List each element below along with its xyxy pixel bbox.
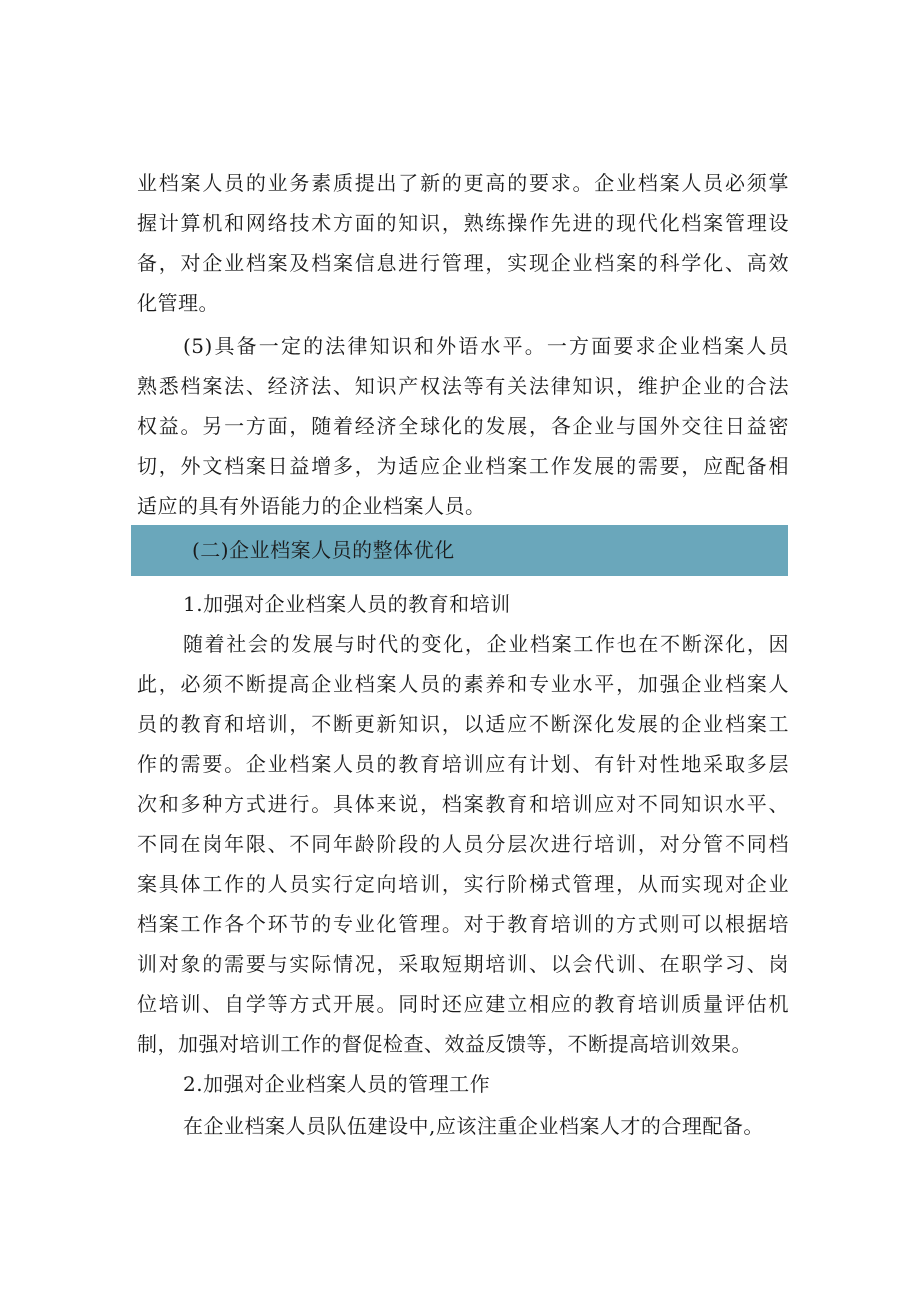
paragraph-4 bbox=[137, 1106, 789, 1146]
text-line: 随着社会的发展与时代的变化，企业档案工作也在不断深化，因 bbox=[183, 632, 789, 656]
text-line: 切，外文档案日益增多，为适应企业档案工作发展的需要，应配备相 bbox=[137, 454, 789, 478]
paragraph-2 bbox=[137, 326, 789, 526]
text-line: 权益。另一方面，随着经济全球化的发展，各企业与国外交往日益密 bbox=[137, 414, 789, 438]
text-line: 训对象的需要与实际情况，采取短期培训、以会代训、在职学习、岗 bbox=[137, 952, 789, 976]
text-line: 次和多种方式进行。具体来说，档案教育和培训应对不同知识水平、 bbox=[137, 792, 789, 816]
text-line: 备，对企业档案及档案信息进行管理，实现企业档案的科学化、高效 bbox=[137, 251, 789, 275]
text-line: 业档案人员的业务素质提出了新的更高的要求。企业档案人员必须掌 bbox=[137, 171, 789, 195]
text-line: 在企业档案人员队伍建设中,应该注重企业档案人才的合理配备。 bbox=[183, 1114, 764, 1138]
text-line: 适应的具有外语能力的企业档案人员。 bbox=[137, 494, 486, 518]
section-heading: (二)企业档案人员的整体优化 bbox=[192, 538, 455, 562]
text-line: 案具体工作的人员实行定向培训，实行阶梯式管理，从而实现对企业 bbox=[137, 872, 789, 896]
text-line: 熟悉档案法、经济法、知识产权法等有关法律知识，维护企业的合法 bbox=[137, 374, 789, 398]
text-line: 档案工作各个环节的专业化管理。对于教育培训的方式则可以根据培 bbox=[137, 912, 789, 936]
text-line: 制，加强对培训工作的督促检查、效益反馈等，不断提高培训效果。 bbox=[137, 1032, 752, 1056]
text-line: 位培训、自学等方式开展。同时还应建立相应的教育培训质量评估机 bbox=[137, 992, 789, 1016]
subheading-1: 1.加强对企业档案人员的教育和培训 bbox=[183, 592, 511, 616]
text-line: (5)具备一定的法律知识和外语水平。一方面要求企业档案人员 bbox=[183, 334, 789, 358]
text-line: 此，必须不断提高企业档案人员的素养和专业水平，加强企业档案人 bbox=[137, 672, 789, 696]
text-line: 不同在岗年限、不同年龄阶段的人员分层次进行培训，对分管不同档 bbox=[137, 832, 789, 856]
subheading-2: 2.加强对企业档案人员的管理工作 bbox=[183, 1072, 491, 1096]
paragraph-3 bbox=[137, 624, 789, 1064]
text-line: 化管理。 bbox=[137, 291, 219, 315]
paragraph-1 bbox=[137, 163, 789, 323]
text-line: 员的教育和培训，不断更新知识，以适应不断深化发展的企业档案工 bbox=[137, 712, 789, 736]
text-line: 握计算机和网络技术方面的知识，熟练操作先进的现代化档案管理设 bbox=[137, 211, 789, 235]
text-line: 作的需要。企业档案人员的教育培训应有计划、有针对性地采取多层 bbox=[137, 752, 789, 776]
